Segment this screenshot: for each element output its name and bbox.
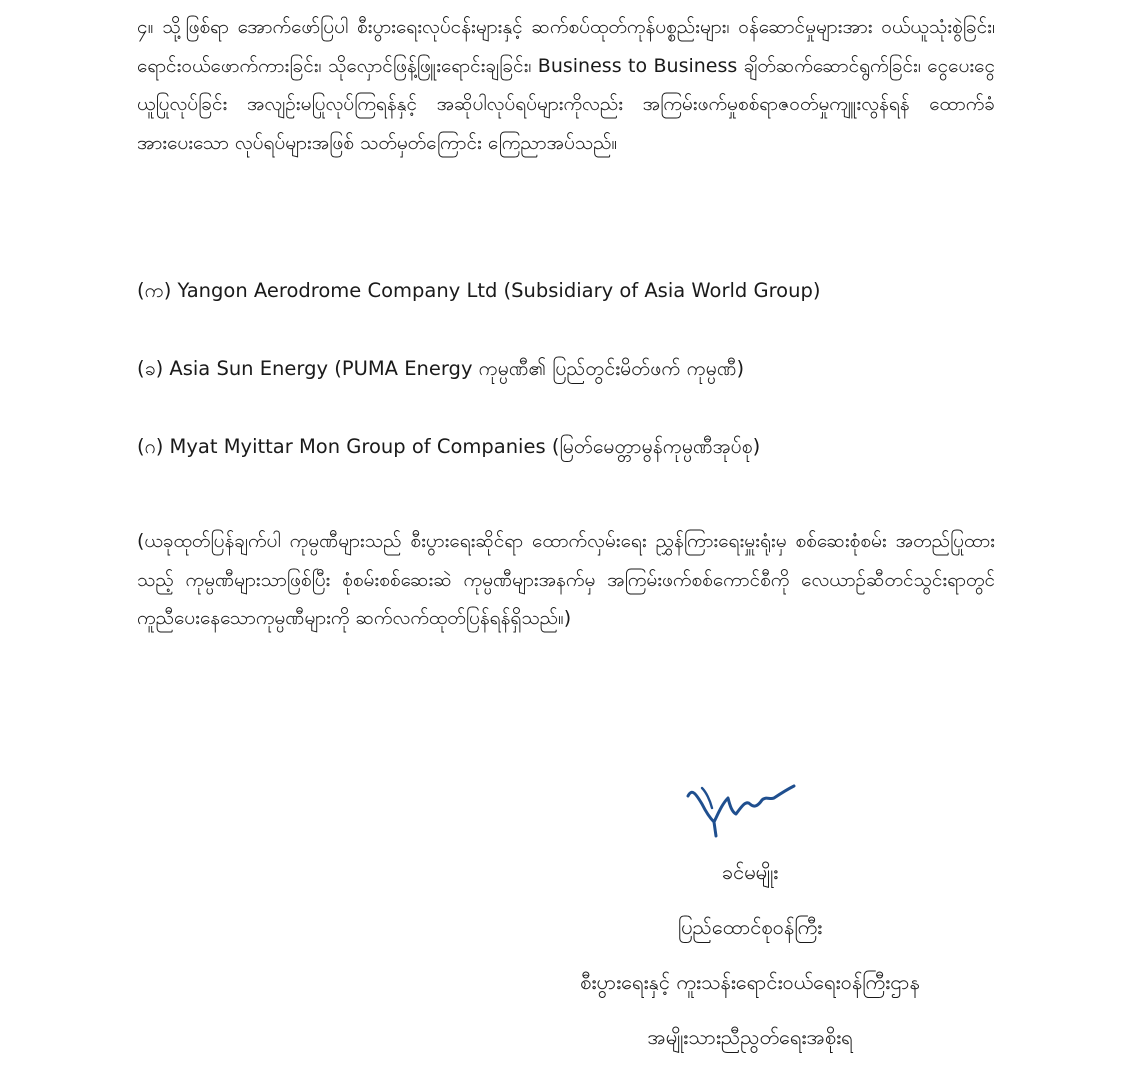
signature-mark bbox=[684, 778, 800, 842]
signatory-name: ခင်မမျိုး bbox=[721, 860, 779, 884]
company-item-yangon-aerodrome: (က) Yangon Aerodrome Company Ltd (Subsidiary of Asia World Group) bbox=[137, 279, 821, 302]
signatory-department: စီးပွားရေးနှင့် ကူးသန်းရောင်းဝယ်ရေးဝန်ကြီးဌာန bbox=[580, 970, 920, 994]
main-paragraph: ၄။ သို့ဖြစ်ရာ အောက်ဖော်ပြပါ စီးပွားရေးလုပ်ငန်းများနှင့် ဆက်စပ်ထုတ်ကုန်ပစ္စည်းများ၊ ဝန်ဆောင်မှုများအား ဝယ်ယူသုံးစွဲခြင်း၊ ရောင်းဝယ်ဖောက်ကားခြင်း၊ သိုလှောင်ဖြန့်ဖြူးရောင်းချခြင်း၊ Business to Business ချိတ်ဆက်ဆောင်ရွက်ခြင်း၊ ငွေပေးငွေယူပြုလုပ်ခြင်း အလျဉ်းမပြုလုပ်ကြရန်နှင့် အဆိုပါလုပ်ရပ်များကိုလည်း အကြမ်းဖက်မှုစစ်ရာဇဝတ်မှုကျူးလွန်ရန် ထောက်ခံအားပေးသော လုပ်ရပ်များအဖြစ် သတ်မှတ်ကြောင်း ကြေညာအပ်သည်။ bbox=[137, 16, 995, 154]
company-item-asia-sun-energy: (ခ) Asia Sun Energy (PUMA Energy ကုမ္ပဏီ၏ ပြည်တွင်းမိတ်ဖက် ကုမ္ပဏီ) bbox=[137, 357, 745, 380]
company-item-myat-myittar-mon: (ဂ) Myat Myittar Mon Group of Companies (မြတ်မေတ္တာမွန်ကုမ္ပဏီအုပ်စု) bbox=[137, 435, 761, 458]
note-paragraph: (ယခုထုတ်ပြန်ချက်ပါ ကုမ္ပဏီများသည် စီးပွားရေးဆိုင်ရာ ထောက်လှမ်းရေး ညွှန်ကြားရေးမှူးရုံးမှ စစ်ဆေးစုံစမ်း အတည်ပြုထားသည့် ကုမ္ပဏီများသာဖြစ်ပြီး စုံစမ်းစစ်ဆေးဆဲ ကုမ္ပဏီများအနက်မှ အကြမ်းဖက်စစ်ကောင်စီကို လေယာဉ်ဆီတင်သွင်းရာတွင် ကူညီပေးနေသောကုမ္ပဏီများကို ဆက်လက်ထုတ်ပြန်ရန်ရှိသည်။) bbox=[137, 530, 995, 629]
signatory-title: ပြည်ထောင်စုဝန်ကြီး bbox=[677, 915, 823, 939]
signatory-government: အမျိုးသားညီညွတ်ရေးအစိုးရ bbox=[647, 1025, 853, 1049]
